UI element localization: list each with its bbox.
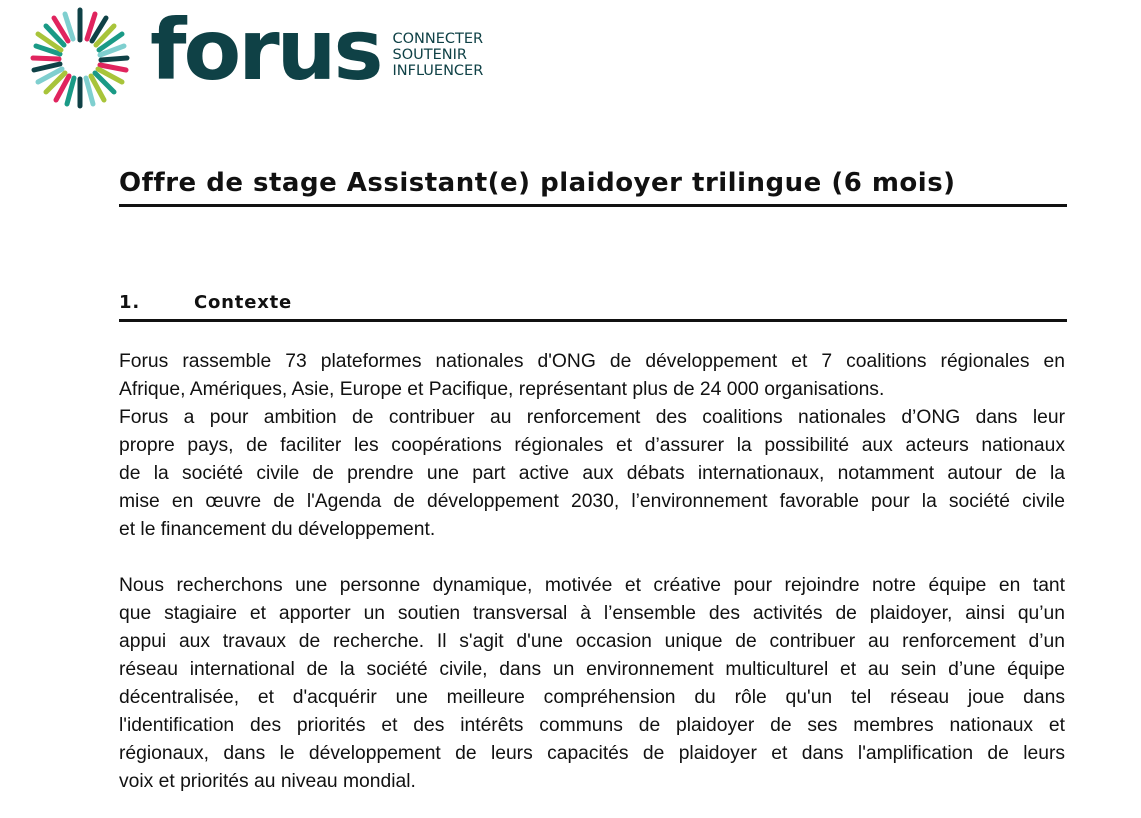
paragraph-line: de la société civile de prendre une part active aux débats internationaux, notamment autour de la (119, 463, 1065, 484)
tagline-line: CONNECTER (392, 31, 484, 47)
forus-wordmark: forus (150, 1, 381, 99)
context-paragraph (119, 348, 1065, 544)
recruitment-paragraph (119, 572, 1065, 796)
tagline-line: SOUTENIR (392, 47, 467, 63)
section-number: 1. (119, 292, 140, 313)
logo-tagline (392, 31, 483, 79)
paragraph-line: voix et priorités au niveau mondial. (119, 771, 416, 792)
paragraph-line: Afrique, Amériques, Asie, Europe et Pacifique, représentant plus de 24 000 organisations. (119, 379, 885, 400)
paragraph-line: et le financement du développement. (119, 519, 436, 540)
tagline-line: INFLUENCER (392, 63, 484, 79)
paragraph-line: décentralisée, et d'acquérir une meilleure compréhension du rôle qu'un tel réseau joue dans (119, 687, 1065, 708)
paragraph-line: appui aux travaux de recherche. Il s'agit d'une occasion unique de contribuer au renforcement d’un (119, 631, 1065, 652)
document-title: Offre de stage Assistant(e) plaidoyer trilingue (6 mois) (119, 168, 1067, 207)
section-title: Contexte (194, 292, 293, 313)
paragraph-line: l'identification des priorités et des intérêts communs de plaidoyer de ses membres nationaux et (119, 715, 1065, 736)
section-heading (119, 292, 1067, 322)
paragraph-line: mise en œuvre de l'Agenda de développement 2030, l’environnement favorable pour la société civile (119, 491, 1065, 512)
paragraph-line: Forus rassemble 73 plateformes nationales d'ONG de développement et 7 coalitions régionales en (119, 351, 1065, 372)
paragraph-line: Nous recherchons une personne dynamique, motivée et créative pour rejoindre notre équipe en tant (119, 575, 1065, 596)
forus-logo (28, 1, 484, 112)
paragraph-line: régionaux, dans le développement de leurs capacités de plaidoyer et dans l'amplification de leurs (119, 743, 1065, 764)
paragraph-line: propre pays, de faciliter les coopérations régionales et d’assurer la possibilité aux acteurs nationaux (119, 435, 1065, 456)
sunburst-logo-icon (28, 6, 132, 110)
paragraph-line: Forus a pour ambition de contribuer au renforcement des coalitions nationales d’ONG dans leur (119, 407, 1065, 428)
paragraph-line: réseau international de la société civile, dans un environnement multiculturel et au sein d’une équipe (119, 659, 1065, 680)
paragraph-line: que stagiaire et apporter un soutien transversal à l’ensemble des activités de plaidoyer, ainsi qu’un (119, 603, 1065, 624)
